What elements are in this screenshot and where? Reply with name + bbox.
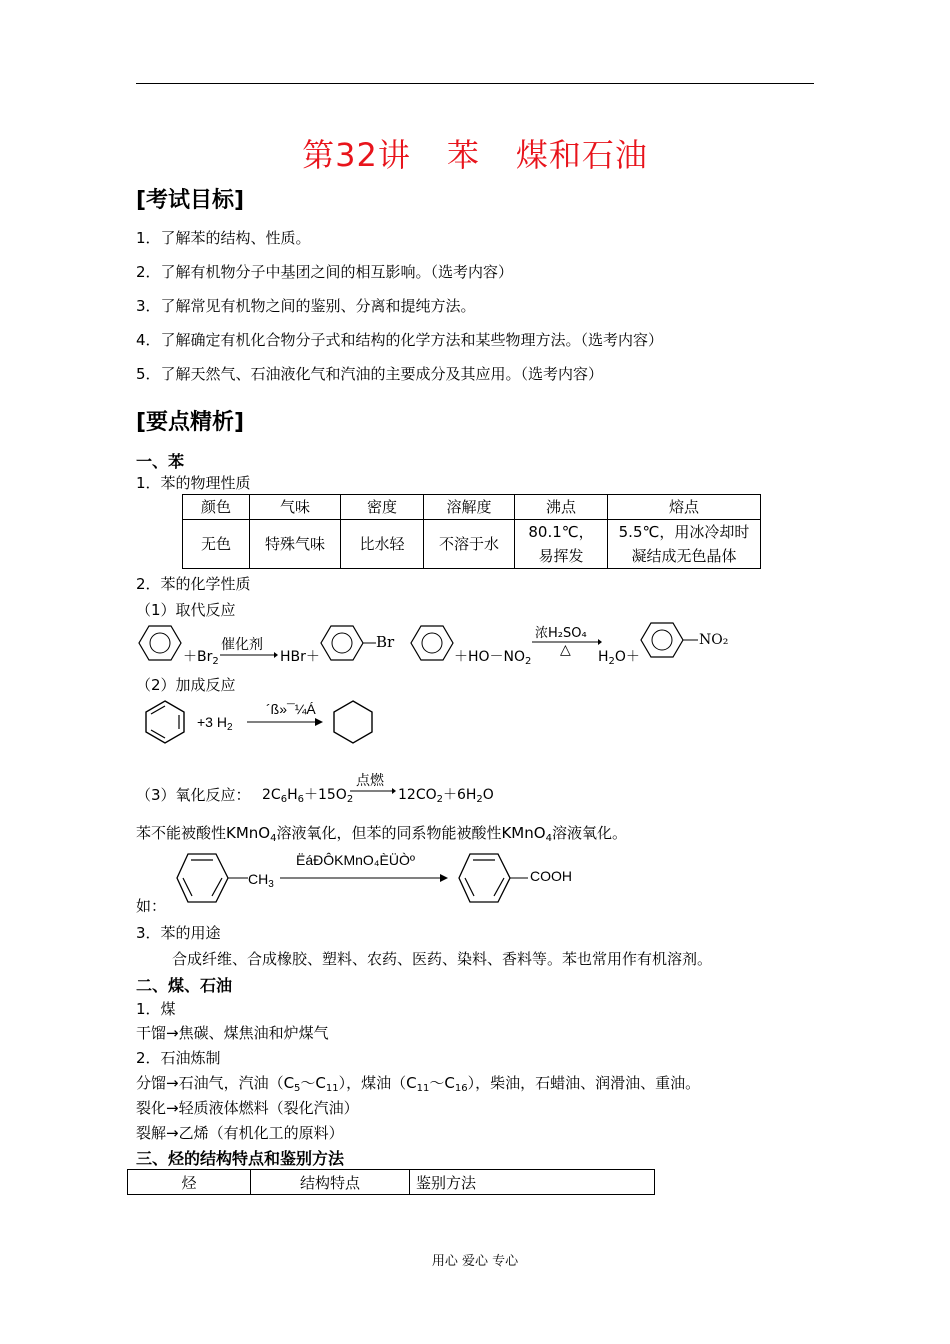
pyrolysis-line: 裂解→乙烯（有机化工的原料）	[136, 1124, 344, 1142]
physical-properties-table	[182, 494, 761, 569]
table-header-row	[183, 495, 761, 520]
reaction3-rhs: $12CO_2+6H_2O$	[398, 787, 494, 805]
table-header-row	[128, 1170, 655, 1195]
table-cell: 无色	[183, 520, 250, 569]
reaction1-water: $H_2O+$	[598, 649, 640, 667]
oxidation-label: （3）氧化反应：	[136, 786, 251, 804]
heat-label: △	[560, 642, 571, 658]
chemical-properties-label: 2．苯的化学性质	[136, 575, 251, 593]
hydrocarbon-table	[127, 1169, 655, 1195]
table-header-cell: 气味	[250, 495, 341, 520]
table-cell: 80.1℃， 易挥发	[515, 520, 608, 569]
benzene-ring-2-icon	[410, 625, 454, 661]
arrow-icon	[280, 874, 448, 882]
reaction1-hbr: HBr＋	[280, 649, 320, 665]
table-header-cell: 熔点	[608, 495, 761, 520]
goal-item-3: 3．了解常见有机物之间的鉴别、分离和提纯方法。	[136, 297, 476, 315]
uses-text: 合成纤维、合成橡胶、塑料、农药、医药、染料、香料等。苯也常用作有机溶剂。	[172, 950, 713, 968]
bromo-group: Br	[376, 633, 395, 651]
nitrobenzene-ring-icon	[640, 622, 698, 658]
coal-text: 干馏→焦碳、煤焦油和炉煤气	[136, 1024, 329, 1042]
carboxyl-group: COOH	[530, 868, 572, 884]
table-row	[183, 520, 761, 569]
benzene-ring-1-icon	[138, 625, 182, 661]
arrow-icon	[350, 787, 396, 795]
page-title	[0, 130, 950, 176]
coal-oil-heading: 二、煤、石油	[136, 976, 233, 995]
bromobenzene-ring-icon	[320, 625, 376, 661]
cyclohexane-icon	[331, 700, 375, 744]
title-coal-oil: 煤和石油	[515, 136, 648, 174]
benzene-heading: 一、苯	[136, 452, 185, 471]
page-footer: 用心 爱心 专心	[431, 1254, 519, 1269]
exam-goals-heading: [考试目标]	[136, 188, 245, 213]
acid-catalyst-label: 浓H₂SO₄	[535, 626, 587, 641]
reaction1-hono2: $+HO-NO_2$	[454, 649, 532, 667]
addition-label: （2）加成反应	[136, 676, 236, 694]
example-label: 如：	[136, 897, 167, 915]
methyl-group: $CH_3$	[248, 871, 274, 890]
reaction3-lhs: $2C_6H_6+15O_2$	[262, 787, 354, 805]
benzoic-acid-ring-icon	[458, 853, 530, 903]
key-points-heading: [要点精析]	[136, 410, 245, 435]
goal-item-2: 2．了解有机物分子中基团之间的相互影响。（选考内容）	[136, 263, 514, 281]
goal-item-1: 1．了解苯的结构、性质。	[136, 229, 311, 247]
arrow-icon	[247, 718, 323, 726]
title-benzene: 苯	[446, 136, 480, 174]
title-lecture: 第32讲	[302, 136, 411, 174]
header-rule	[136, 83, 814, 84]
oil-refining-label: 2．石油炼制	[136, 1049, 221, 1067]
ignition-label: 点燃	[356, 773, 384, 789]
table-header-cell: 溶解度	[424, 495, 515, 520]
table-header-cell: 颜色	[183, 495, 250, 520]
cracking-line: 裂化→轻质液体燃料（裂化汽油）	[136, 1099, 359, 1117]
arrow-icon	[220, 651, 278, 659]
garbled-catalyst-label: ´ß»¯¼Á	[266, 701, 316, 717]
kmno4-statement: 苯不能被酸性KMnO$_4$溶液氧化，但苯的同系物能被酸性KMnO$_4$溶液氧化。	[136, 824, 627, 844]
substitution-label: （1）取代反应	[136, 601, 236, 619]
goal-item-5: 5．了解天然气、石油液化气和汽油的主要成分及其应用。（选考内容）	[136, 365, 604, 383]
table-header-cell: 沸点	[515, 495, 608, 520]
table-cell: 5.5℃，用冰冷却时 凝结成无色晶体	[608, 520, 761, 569]
garbled-reagent-label: ËáÐÔKMnO₄ÈÜÒº	[296, 852, 415, 868]
table-header-cell: 密度	[341, 495, 424, 520]
hydrocarbon-heading: 三、烃的结构特点和鉴别方法	[136, 1149, 345, 1168]
reaction1-br2: $+Br_2$	[183, 649, 219, 667]
table-cell: 不溶于水	[424, 520, 515, 569]
table-cell: 比水轻	[341, 520, 424, 569]
coal-label: 1．煤	[136, 1000, 176, 1018]
uses-label: 3．苯的用途	[136, 924, 221, 942]
nitro-group: NO₂	[699, 632, 729, 648]
table-header-cell: 结构特点	[251, 1170, 410, 1195]
reaction2-h2: +3 $H_2$	[197, 714, 233, 733]
table-header-cell: 烃	[128, 1170, 251, 1195]
catalyst-label: 催化剂	[221, 637, 263, 653]
table-cell: 特殊气味	[250, 520, 341, 569]
benzene-kekule-icon	[143, 700, 187, 744]
goal-item-4: 4．了解确定有机化合物分子式和结构的化学方法和某些物理方法。（选考内容）	[136, 331, 664, 349]
table-header-cell: 鉴别方法	[410, 1170, 655, 1195]
fractional-distillation-line: 分馏→石油气，汽油$(C_5\sim C_{11})$，煤油$(C_{11}\sim C_{16})$，柴油，石蜡油、润滑油、重油。	[136, 1074, 701, 1094]
toluene-ring-icon	[176, 853, 248, 903]
physical-properties-label: 1．苯的物理性质	[136, 474, 251, 492]
